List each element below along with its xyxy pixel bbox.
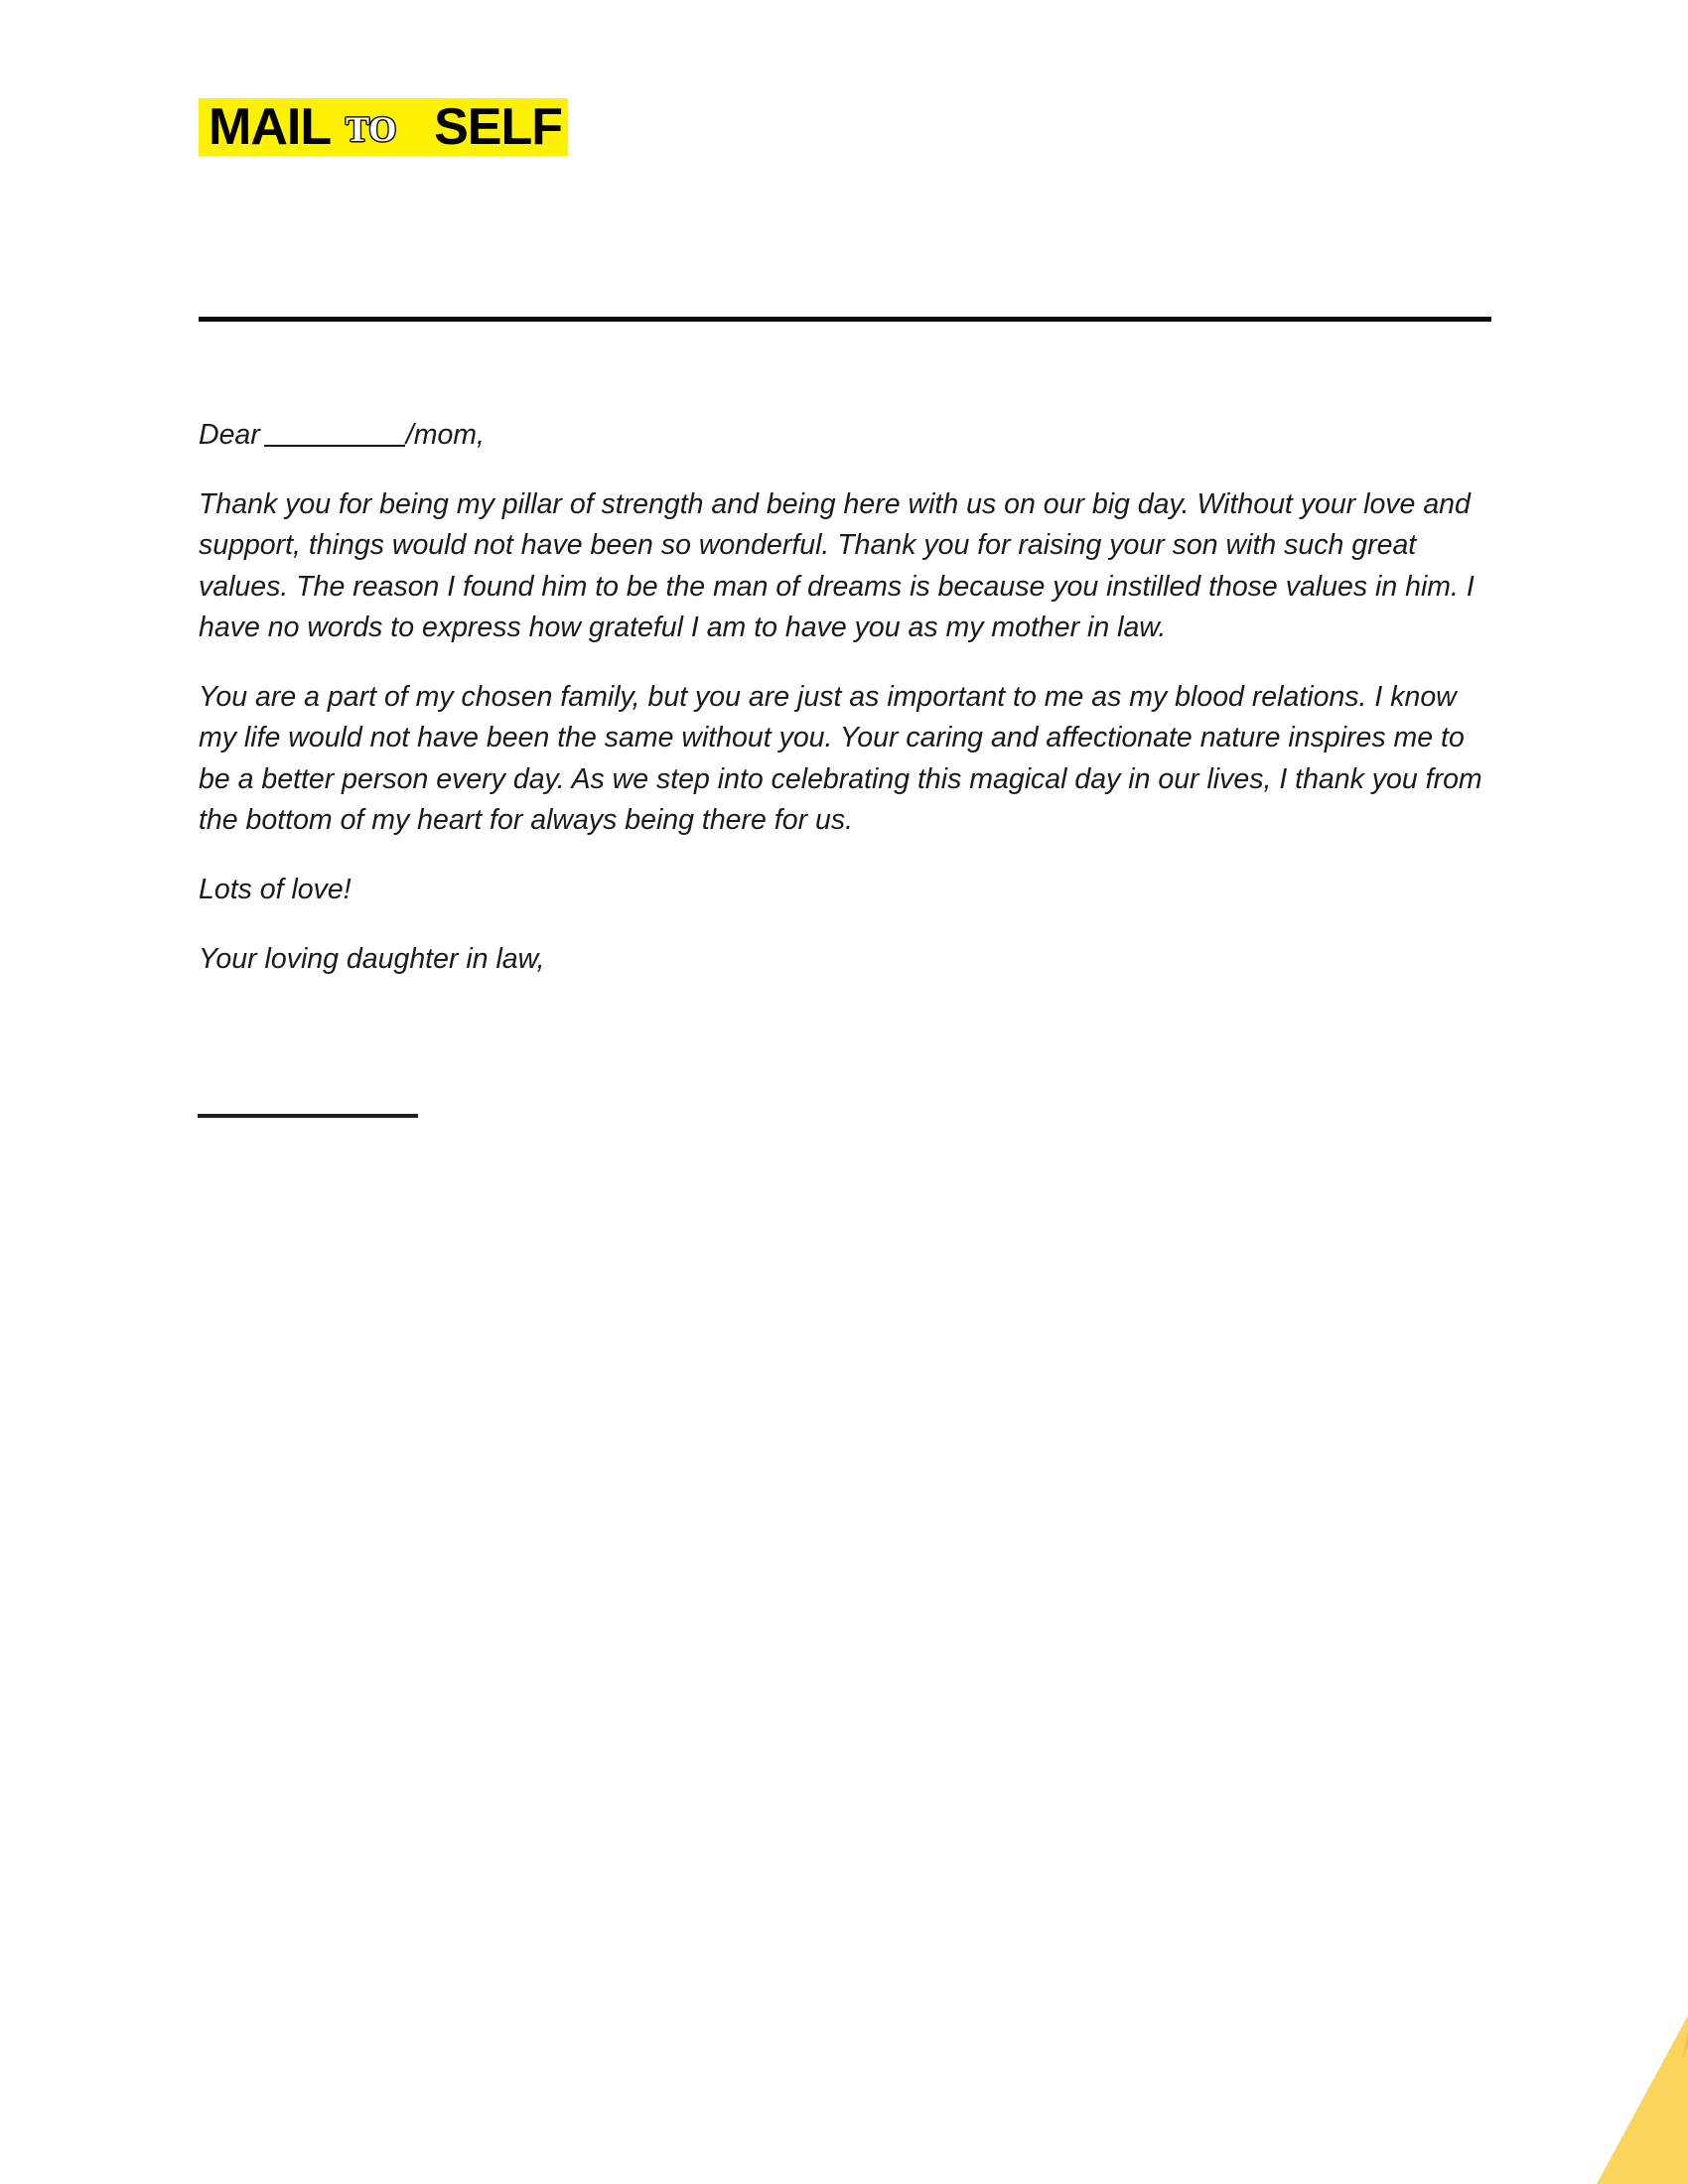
salutation-line [199, 415, 1494, 457]
letter-paragraph-1: Thank you for being my pillar of strength and being here with us on our big day. Without your love and support, things would not have been so wonderful. Thank you for raising your son with such great values. The reason I found him to be the man of dreams is because you instilled those values in him. I have no words to express how grateful I am to have you as my mother in law. [199, 487, 1475, 643]
mail-to-self-logo [199, 98, 568, 156]
signature-line[interactable] [198, 1114, 418, 1118]
letter-signoff: Your loving daughter in law, [199, 943, 545, 975]
salutation-suffix: /mom, [405, 419, 485, 451]
letter-paragraph-2: You are a part of my chosen family, but you are just as important to me as my blood relations. I know my life would not have been the same without you. Your caring and affectionate nature inspires me to be a better person every day. As we step into celebrating this magical day in our lives, I thank you from the bottom of my heart for always being there for us. [199, 680, 1482, 836]
salutation-blank-field[interactable] [264, 445, 405, 447]
yellow-corner-ribbon [1479, 2015, 1688, 2184]
letter-closing: Lots of love! [199, 873, 352, 905]
letter-body [199, 415, 1494, 981]
salutation-prefix: Dear [199, 419, 260, 451]
logo-text-to: TO [346, 109, 397, 150]
logo-text-mail: MAIL [209, 98, 332, 156]
logo-text-self: SELF [434, 98, 562, 156]
corner-ribbon-shape [1479, 2015, 1688, 2184]
header-divider [199, 317, 1491, 322]
logo-inner [199, 98, 568, 156]
